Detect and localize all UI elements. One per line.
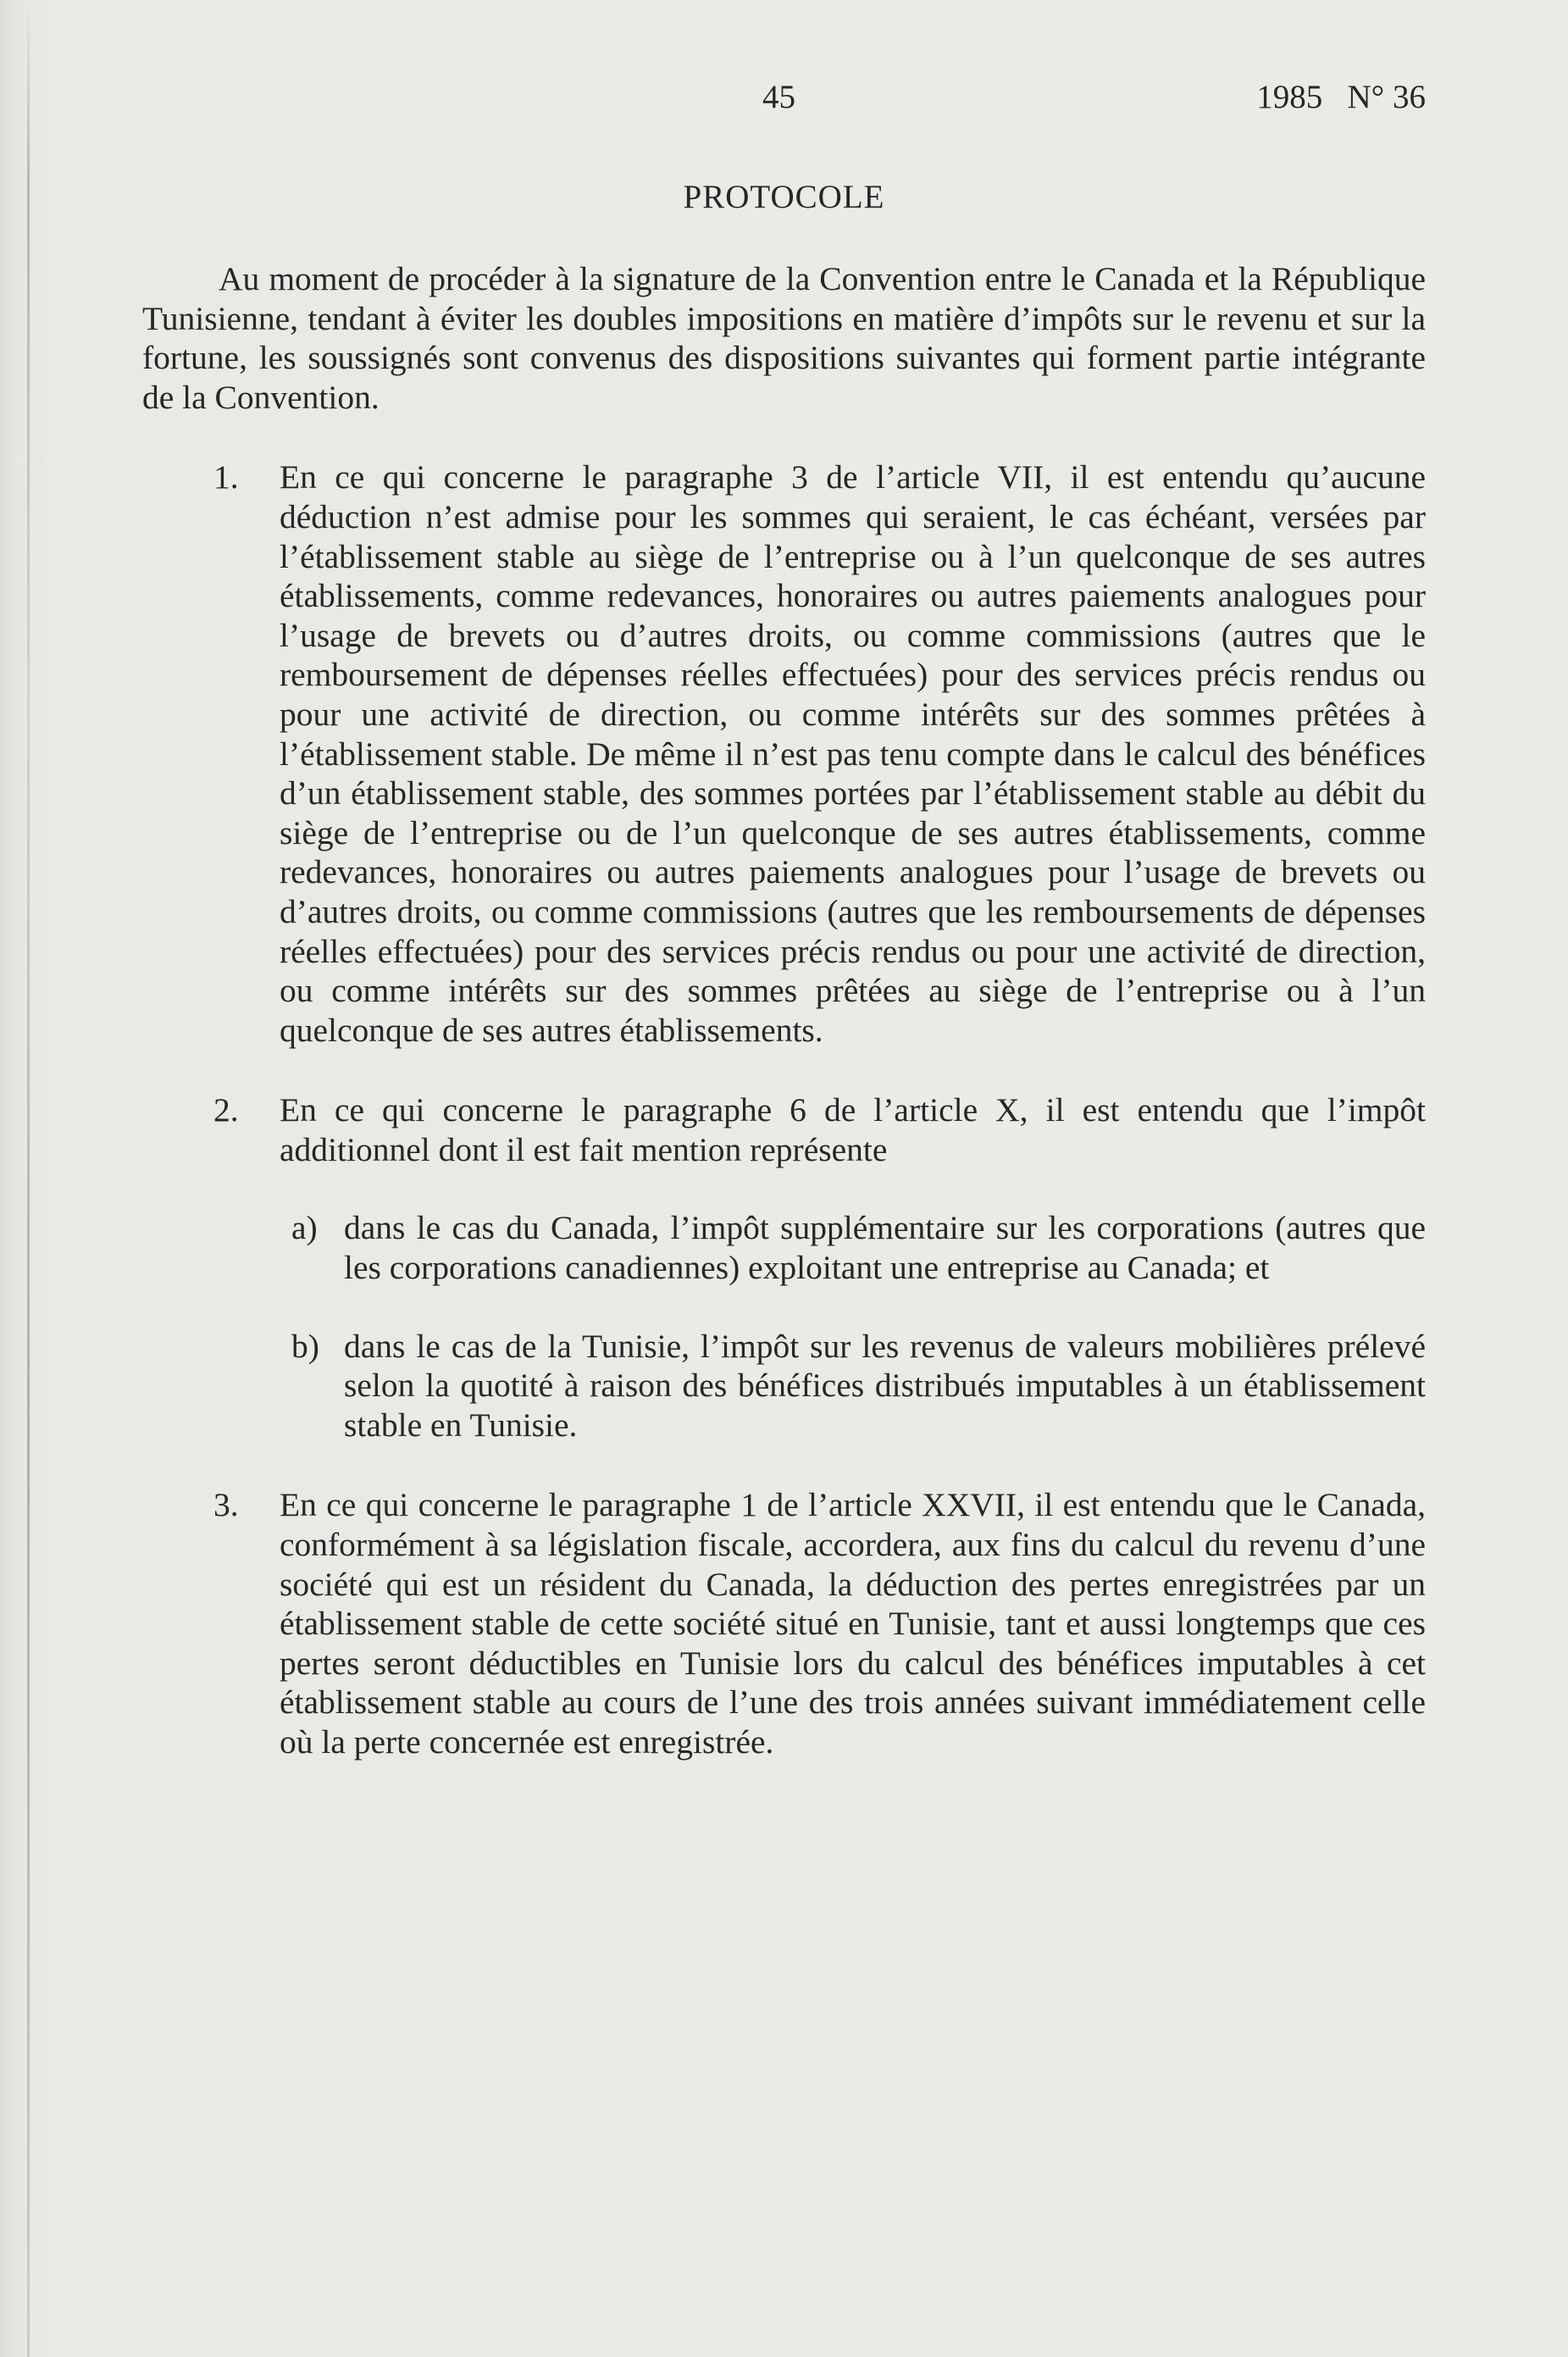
protocol-item-3 bbox=[142, 1485, 1426, 1761]
sub-item-text: dans le cas de la Tunisie, l’impôt sur les revenus de valeurs mobilières prélevé selon la quotité à raison des bénéfices distribués imputables à un établissement stable en Tunisie. bbox=[344, 1327, 1426, 1444]
sub-item-b bbox=[142, 1327, 1426, 1445]
item-text: En ce qui concerne le paragraphe 1 de l’article XXVII, il est entendu que le Canada, conformément à sa législation fiscale, accordera, aux fins du calcul du revenu d’une société qui est un résident du Canada, la déduction des pertes enregistrées par un établissement stable de cette société situé en Tunisie, tant et aussi longtemps que ces pertes seront déductibles en Tunisie lors du calcul des bénéfices imputables à cet établissement stable au cours de l’une des trois années suivant immédiatement celle où la perte concernée est enregistrée. bbox=[280, 1486, 1426, 1761]
page-header bbox=[0, 78, 1568, 129]
page-number: 45 bbox=[762, 79, 795, 115]
item-number: 1. bbox=[213, 458, 239, 496]
sub-item-letter: b) bbox=[291, 1327, 319, 1365]
intro-paragraph: Au moment de procéder à la signature de la Convention entre le Canada et la République Tunisienne, tendant à éviter les doubles impositions en matière d’impôts sur le revenu et sur la fortune, les soussignés sont convenus des dispositions suivantes qui forment partie intégrante de la Convention. bbox=[142, 260, 1426, 416]
protocol-item-1 bbox=[142, 458, 1426, 1050]
item-number: 2. bbox=[213, 1091, 239, 1129]
document-reference: 1985 N° 36 bbox=[1256, 79, 1426, 115]
sub-item-letter: a) bbox=[291, 1209, 318, 1247]
item-text: En ce qui concerne le paragraphe 3 de l’article VII, il est entendu qu’aucune déduction n’est admise pour les sommes qui seraient, le cas échéant, versées par l’établissement stable au siège de l’entreprise ou à l’un quelconque de ses autres établissements, comme redevances, honoraires ou autres paiements analogues pour l’usage de brevets ou d’autres droits, ou comme commissions (autres que le remboursement de dépenses réelles effectuées) pour des services précis rendus ou pour une activité de direction, ou comme intérêts sur des sommes prêtées à l’établissement stable. De même il n’est pas tenu compte dans le calcul des bénéfices d’un établissement stable, des sommes portées par l’établissement stable au débit du siège de l’entreprise ou de l’un quelconque de ses autres établissements, comme redevances, honoraires ou autres paiements analogues pour l’usage de brevets ou d’autres droits, ou comme commissions (autres que les remboursements de dépenses réelles effectuées) pour des services précis rendus ou pour une activité de direction, ou comme intérêts sur des sommes prêtées au siège de l’entreprise ou à l’un quelconque de ses autres établissements. bbox=[280, 458, 1426, 1049]
binding-edge bbox=[27, 0, 30, 2357]
page-title: PROTOCOLE bbox=[683, 179, 885, 215]
protocol-item-2 bbox=[142, 1090, 1426, 1169]
document-body bbox=[142, 259, 1426, 1762]
item-text: En ce qui concerne le paragraphe 6 de l’article X, il est entendu que l’impôt additionnel dont il est fait mention représente bbox=[280, 1091, 1426, 1168]
sub-item-text: dans le cas du Canada, l’impôt supplémentaire sur les corporations (autres que les corporations canadiennes) exploitant une entreprise au Canada; et bbox=[344, 1209, 1426, 1287]
sub-item-a bbox=[142, 1208, 1426, 1287]
item-number: 3. bbox=[213, 1486, 239, 1524]
sub-item-list bbox=[142, 1208, 1426, 1445]
